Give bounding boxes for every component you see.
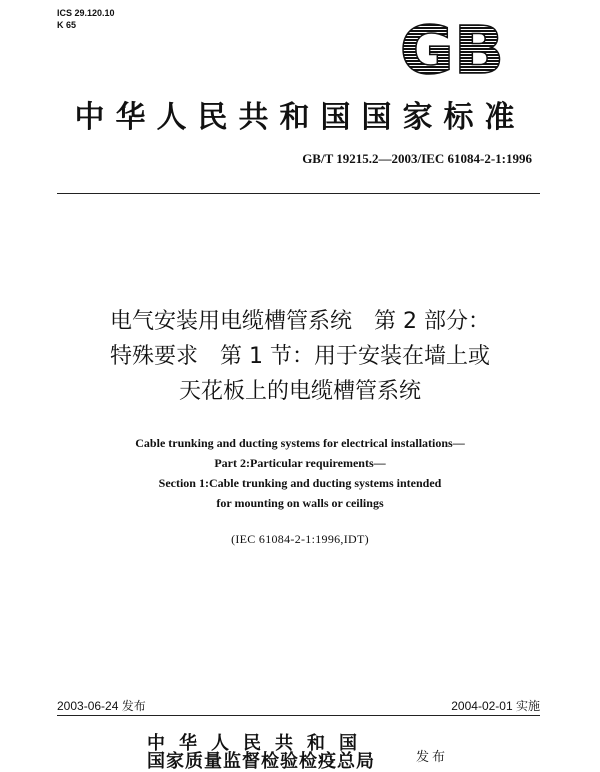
equivalence-note: (IEC 61084-2-1:1996,IDT) bbox=[231, 532, 369, 546]
issue-label: 发布 bbox=[121, 699, 146, 713]
english-title-line: Section 1:Cable trunking and ducting systems intended bbox=[158, 476, 442, 490]
issue-date bbox=[57, 697, 146, 714]
chinese-title-line: 特殊要求 第 1 节：用于安装在墙上或 bbox=[110, 344, 490, 369]
national-standard-heading: 中华人民共和国国家标准 bbox=[74, 100, 526, 135]
chinese-title-line: 电气安装用电缆槽管系统 第 2 部分： bbox=[110, 309, 490, 334]
gb-logo bbox=[393, 18, 511, 78]
ics-code: ICS 29.120.10 bbox=[57, 8, 115, 18]
impl-date-value: 2004-02-01 bbox=[451, 699, 513, 713]
issuing-authority bbox=[147, 735, 375, 771]
issuer-line-1: 中华人民共和国 bbox=[147, 733, 371, 754]
gb-logo-text: GB bbox=[399, 18, 505, 78]
english-title-line: for mounting on walls or ceilings bbox=[216, 496, 384, 510]
bottom-divider bbox=[57, 715, 540, 716]
issuer-line-2: 国家质量监督检验检疫总局 bbox=[147, 751, 375, 772]
english-title-line: Part 2:Particular requirements— bbox=[214, 456, 386, 470]
chinese-title-line: 天花板上的电缆槽管系统 bbox=[178, 379, 421, 404]
issue-date-value: 2003-06-24 bbox=[57, 699, 119, 713]
implementation-date bbox=[451, 697, 540, 714]
chinese-title bbox=[0, 304, 600, 409]
english-title-line: Cable trunking and ducting systems for electrical installations— bbox=[135, 436, 465, 450]
impl-label: 实施 bbox=[515, 699, 540, 713]
top-divider bbox=[57, 193, 540, 194]
publish-label: 发布 bbox=[416, 750, 449, 765]
standard-designation: GB/T 19215.2—2003/IEC 61084-2-1:1996 bbox=[302, 151, 532, 166]
ccs-code: K 65 bbox=[57, 20, 77, 30]
classification-codes bbox=[57, 7, 115, 31]
english-title bbox=[0, 433, 600, 513]
